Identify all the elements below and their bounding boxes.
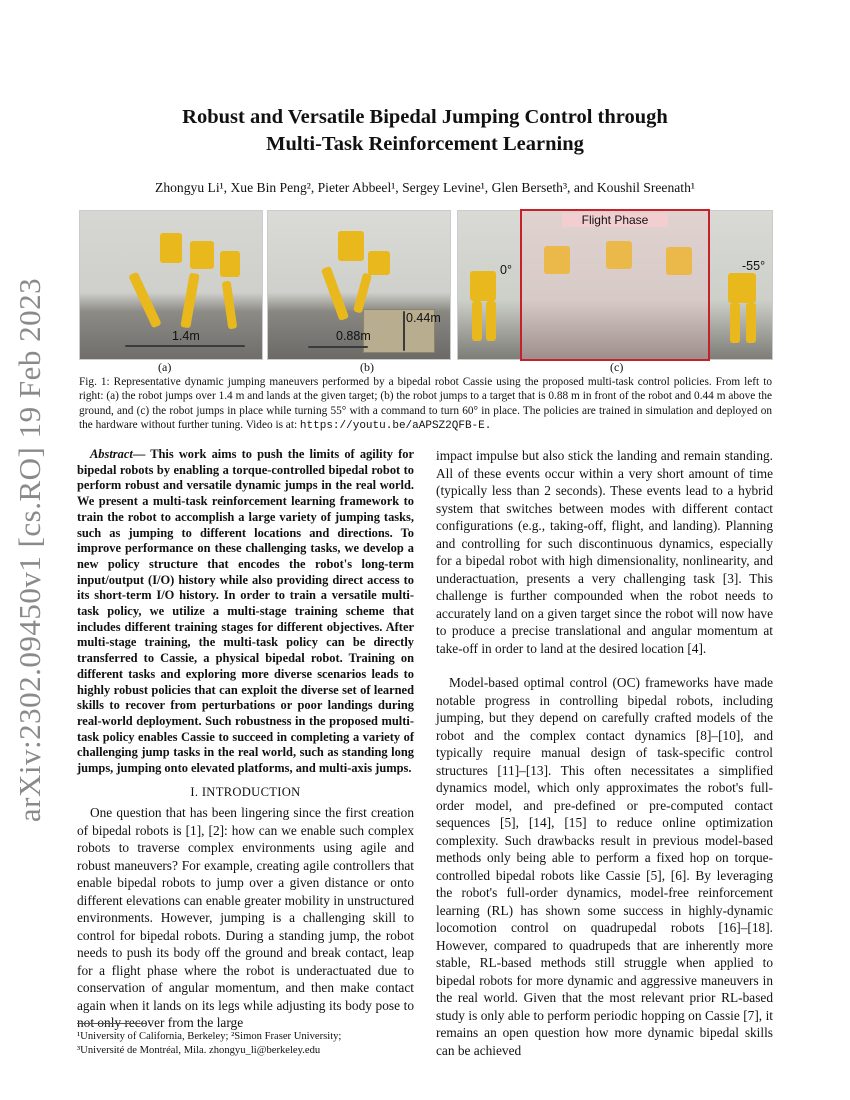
intro-paragraph-2: Model-based optimal control (OC) frameworks have made notable progress in controlling bipedal robots, including jumping, but they depend on carefully crafted models of the robot and the complex contact dynamics [8]–[10], and typically require manual design of task-specific control structures [11]–[13]. This often necessitates a simplified dynamics model, which only approximates the robot's full-order model, and pre-defined or pre-computed contact sequences [5], [14], [15] to reduce online optimization complexity. Such drawbacks result in previous model-based methods only being able to perform a fixed hop on torque-controlled bipedal robots like Cassie [5], [6]. By leveraging the robot's full-order dynamics, model-free reinforcement learning (RL) has shown some success in highly-dynamic locomotion control on quadrupedal robots [16]–[18]. However, compared to quadrupeds that are inherently more stable, RL-based methods still struggle when applied to bipedal robots for more dynamic and aggressive maneuvers in the real world. Given that the most relevant prior RL-based study is only able to perform periodic hopping on Cassie [7], it remains an open question how more dynamic bipedal skills can be achieved [436,675,773,1058]
paper-title [75,104,775,158]
flight-phase-highlight [520,209,710,361]
intro-paragraph-1-continued: impact impulse but also stick the landing and remain standing. All of these events occur within a very short amount of time (typically less than 2 seconds). These events lead to a hybrid system that switches between modes with different contact configurations (e.g., taking-off, flight, and landing). Planning and controlling for such discontinuous dynamics, especially for a bipedal robot with high dimensionality, nonlinearity, and underactuation, presents a very challenging task [3]. This challenge is further compounded when the robot needs to accurately land on a given target since the robot will now have to produce a precise translational and angular momentum at take-off in order to land at the desired location [4]. [436,448,773,656]
footnote-rule [77,1023,147,1024]
affiliation-footnote [77,1030,414,1057]
abstract-text: — This work aims to push the limits of agility for bipedal robots by enabling a torque-controlled bipedal robot to perform robust and versatile dynamic jumps in the real world. We present a multi-task reinforcement learning framework to train the robot to accomplish a large variety of jumping tasks, such as jumping to different locations and directions. To improve performance on these challenging tasks, we develop a new policy structure that encodes the robot's long-term input/output (I/O) history while also providing direct access to its short-term I/O history. In order to train a versatile multi-task policy, we utilize a multi-stage training scheme that includes different training stages for different objectives. After multi-stage training, the multi-task policy can be directly transferred to Cassie, a physical bipedal robot. Training on different tasks and exploring more diverse scenarios leads to highly robust policies that can exploit the diverse set of learned skills to recover from perturbations or poor landings during real-world deployment. Such robustness in the proposed multi-task policy enables Cassie to succeed in completing a variety of challenging jump tasks in the real world, such as standing long jumps, jumping onto elevated platforms, and multi-axis jumps. [77,447,414,776]
left-column [77,447,414,1032]
subfigure-label-b: (b) [360,360,374,374]
title-line-2: Multi-Task Reinforcement Learning [266,133,584,155]
figure-panel-b-photo [267,210,451,360]
distance-label-a: 1.4m [172,329,200,343]
title-line-1: Robust and Versatile Bipedal Jumping Control through [182,106,668,128]
arxiv-id: arXiv:2302.09450v1 [cs.RO] 19 Feb 2023 [12,277,48,823]
angle-label-end: -55° [742,259,766,273]
caption-text: Fig. 1: Representative dynamic jumping maneuvers performed by a bipedal robot Cassie using the proposed multi-task control policies. From left to right: (a) the robot jumps over 1.4 m and lands at the given target; (b) the robot jumps to a target that is 0.88 m in front of the robot and 0.44 m above the ground, and (c) the robot jumps in place while turning 55° with a command to turn 60° in place. The policies are trained in simulation and deployed on the hardware without further tuning. Video is at: [79,376,772,432]
angle-label-start: 0° [500,263,512,277]
author-list: Zhongyu Li¹, Xue Bin Peng², Pieter Abbeel¹, Sergey Levine¹, Glen Berseth³, and Koushil Sreenath¹ [155,180,695,195]
footnote-line-1: ¹University of California, Berkeley; ²Simon Fraser University; [77,1031,342,1042]
figure-panel-a-photo [79,210,263,360]
section-heading-introduction: I. INTRODUCTION [190,784,301,799]
figure-caption [79,375,772,434]
subfigure-label-a: (a) [158,360,172,374]
abstract [77,447,414,777]
distance-label-b: 0.88m [336,329,371,343]
flight-phase-label: Flight Phase [562,213,668,227]
footnote-line-2: ³Université de Montréal, Mila. zhongyu_li@berkeley.edu [77,1044,321,1056]
height-label-b: 0.44m [406,311,441,325]
video-link[interactable]: https://youtu.be/aAPSZ2QFB-E. [299,420,492,433]
right-column [436,447,773,1059]
intro-paragraph-1: One question that has been lingering since the first creation of bipedal robots is [1], [2]: how can we enable such complex robots to traverse complex environments using agile and robust maneuvers? For example, creating agile controllers that enable bipedal robots to jump over a given distance or onto different elevations can enable greater mobility in unstructured environments. However, jumping is a challenging skill to control for bipedal robots. During a standing jump, the robot needs to push its body off the ground and break contact, leap for a flight phase where the robot is underactuated due to conservation of angular momentum, and then make contact again when it lands on its legs while adjusting its body pose to not only recover from the large [77,805,414,1031]
abstract-label: Abstract [90,447,133,461]
subfigure-label-c: (c) [610,360,624,374]
arxiv-sidebar-stamp [10,277,50,823]
